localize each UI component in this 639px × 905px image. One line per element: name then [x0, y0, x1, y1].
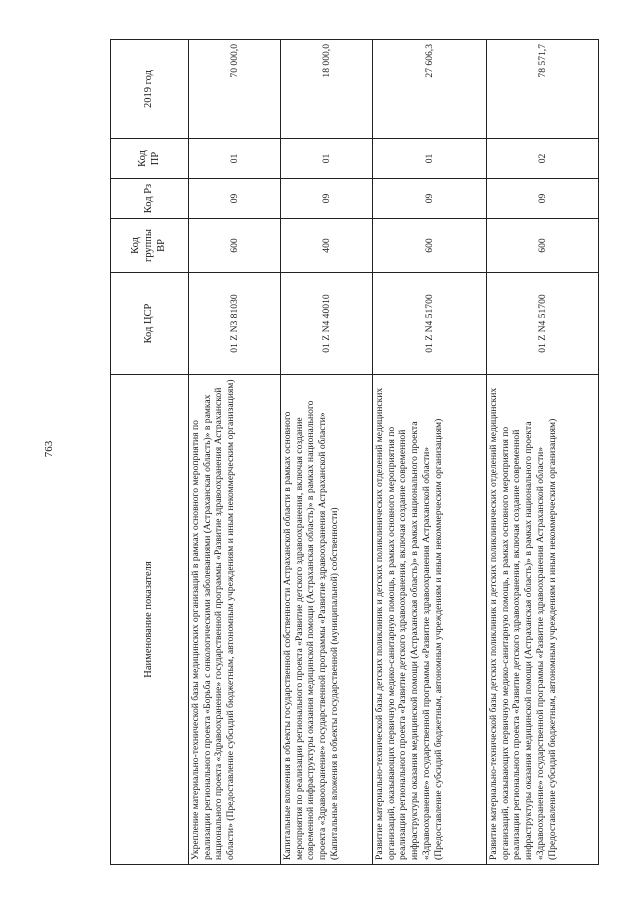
- cell-rz: 09: [487, 179, 599, 219]
- cell-year: 27 606,3: [373, 40, 487, 139]
- cell-csr: 01 Z N4 51700: [487, 273, 599, 375]
- header-pr: Код ПР: [111, 139, 189, 179]
- rotated-page-content: [110, 40, 598, 865]
- cell-year: 70 000,0: [189, 40, 281, 139]
- header-year: 2019 год: [111, 40, 189, 139]
- cell-year: 78 571,7: [487, 40, 599, 139]
- cell-name: Развитие материально-технической базы детских поликлиник и детских поликлинических отделений медицинских организаций, оказывающих первичную медико-санитарную помощь, в рамках основного мероприятия по реализации регионального проекта «Развитие детского здравоохранения, включая создание современной инфраструктуры оказания медицинской помощи (Астраханская область)» в рамках национального проекта «Здравоохранение» государственной программы «Развитие здравоохранения Астраханской области» (Предоставление субсидий бюджетным, автономным учреждениям и иным некоммерческим организациям): [373, 375, 487, 865]
- cell-vr: 600: [373, 219, 487, 273]
- cell-name: Укрепление материально-технической базы медицинских организаций в рамках основного мероприятия по реализации регионального проекта «Борьба с онкологическими заболеваниями (Астраханская область)» в рамках национального проекта «Здравоохранение» государственной программы «Развитие здравоохранения Астраханской области» (Предоставление субсидий бюджетным, автономным учреждениям и иным некоммерческим организациям): [189, 375, 281, 865]
- table-row: [281, 40, 373, 865]
- cell-csr: 01 Z N4 40010: [281, 273, 373, 375]
- cell-vr: 600: [189, 219, 281, 273]
- cell-vr: 600: [487, 219, 599, 273]
- cell-name: Капитальные вложения в объекты государственной собственности Астраханской области в рамках основного мероприятия по реализации регионального проекта «Развитие детского здравоохранения, включая создание современной инфраструктуры оказания медицинской помощи (Астраханская область)» в рамках национального проекта «Здравоохранение» государственной программы «Развитие здравоохранения Астраханской области» (Капитальные вложения в объекты государственной (муниципальной) собственности): [281, 375, 373, 865]
- table-row: [189, 40, 281, 865]
- cell-year: 18 000,0: [281, 40, 373, 139]
- cell-pr: 01: [189, 139, 281, 179]
- cell-vr: 400: [281, 219, 373, 273]
- cell-csr: 01 Z N4 51700: [373, 273, 487, 375]
- cell-pr: 01: [373, 139, 487, 179]
- table-row: [487, 40, 599, 865]
- header-name: Наименование показателя: [111, 375, 189, 865]
- header-vr: Код группы ВР: [111, 219, 189, 273]
- cell-csr: 01 Z N3 81030: [189, 273, 281, 375]
- cell-pr: 02: [487, 139, 599, 179]
- budget-table: [110, 39, 599, 865]
- cell-rz: 09: [373, 179, 487, 219]
- page-number: 763: [43, 440, 55, 458]
- table-header-row: [111, 40, 189, 865]
- header-csr: Код ЦСР: [111, 273, 189, 375]
- table-row: [373, 40, 487, 865]
- cell-name: Развитие материально-технической базы детских поликлиник и детских поликлинических отделений медицинских организаций, оказывающих первичную медико-санитарную помощь, в рамках основного мероприятия по реализации регионального проекта «Развитие детского здравоохранения, включая создание современной инфраструктуры оказания медицинской помощи (Астраханская область)» в рамках национального проекта «Здравоохранение» государственной программы «Развитие здравоохранения Астраханской области» (Предоставление субсидий бюджетным, автономным учреждениям и иным некоммерческим организациям): [487, 375, 599, 865]
- cell-rz: 09: [281, 179, 373, 219]
- cell-rz: 09: [189, 179, 281, 219]
- cell-pr: 01: [281, 139, 373, 179]
- header-rz: Код Рз: [111, 179, 189, 219]
